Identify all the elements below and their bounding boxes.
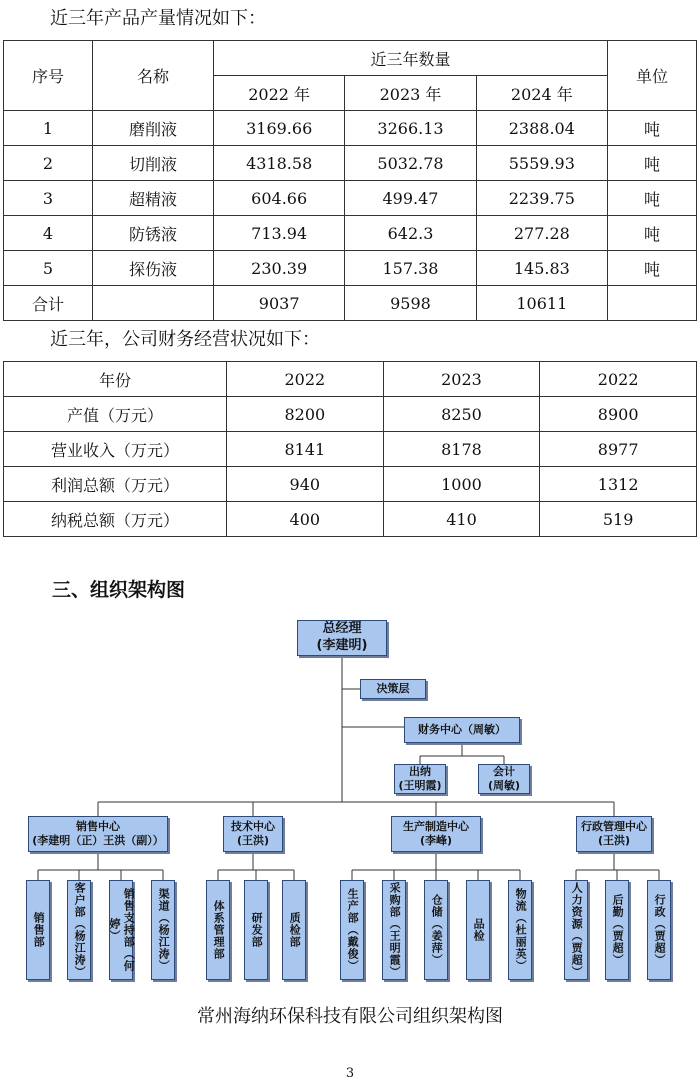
cell-name: 探伤液 (93, 251, 214, 286)
accounting-label: 会计 (周敏) (487, 764, 521, 792)
cell-unit: 吨 (608, 181, 697, 216)
dept-sales-support (108, 880, 136, 980)
intro-production: 近三年产品产量情况如下： (50, 8, 266, 29)
cell-value: 604.66 (214, 181, 345, 216)
cell-unit: 吨 (608, 146, 697, 181)
cell-unit: 吨 (608, 251, 697, 286)
org-chart-caption: 常州海纳环保科技有限公司组织架构图 (197, 1006, 503, 1027)
cell-value: 499.47 (345, 181, 476, 216)
cell-value: 8200 (227, 397, 384, 432)
cell-empty (93, 286, 214, 321)
decision-label: 决策层 (376, 681, 410, 695)
cell-value: 8141 (227, 432, 384, 467)
table-row (4, 502, 697, 537)
table-row (4, 181, 697, 216)
dept-system-mgmt (206, 880, 230, 980)
accounting-box (478, 764, 530, 794)
cell-value: 8178 (383, 432, 540, 467)
prod-center-label: 生产制造中心 (李峰) (403, 819, 469, 847)
cell-total-label: 合计 (4, 286, 93, 321)
dept-production (340, 880, 364, 980)
header-year: 2023 年 (345, 76, 476, 111)
cell-value: 1312 (540, 467, 697, 502)
cell-item: 利润总额（万元） (4, 467, 227, 502)
cell-unit: 吨 (608, 216, 697, 251)
header-year: 2022 年 (214, 76, 345, 111)
cell-value: 940 (227, 467, 384, 502)
dept-logistics-support (605, 880, 629, 980)
cell-name: 防锈液 (93, 216, 214, 251)
table-row (4, 397, 697, 432)
cell-seq: 3 (4, 181, 93, 216)
dept-label: 销售支持部（何婷） (108, 888, 136, 972)
cell-name: 切削液 (93, 146, 214, 181)
header-year: 2022 (540, 362, 697, 397)
dept-label: 人力资源（贾超） (570, 882, 584, 978)
cell-seq: 2 (4, 146, 93, 181)
dept-qc (282, 880, 306, 980)
cell-item: 纳税总额（万元） (4, 502, 227, 537)
cell-value: 2388.04 (476, 111, 607, 146)
cell-value: 2239.75 (476, 181, 607, 216)
header-unit: 单位 (608, 41, 697, 111)
cell-value: 519 (540, 502, 697, 537)
cell-value: 642.3 (345, 216, 476, 251)
dept-label: 质检部 (288, 912, 302, 948)
cell-value: 5559.93 (476, 146, 607, 181)
dept-label: 研发部 (250, 912, 264, 948)
dept-label: 体系管理部 (212, 900, 226, 960)
dept-label: 销售部 (32, 912, 46, 948)
decision-box (360, 679, 426, 699)
cell-value: 10611 (476, 286, 607, 321)
dept-purchasing (382, 880, 406, 980)
header-name: 名称 (93, 41, 214, 111)
dept-label: 仓储（姜萍） (430, 894, 444, 966)
dept-admin (647, 880, 671, 980)
table-row (4, 251, 697, 286)
gm-label: 总经理 (李建明) (316, 621, 368, 653)
cell-value: 3266.13 (345, 111, 476, 146)
dept-label: 物流（杜丽英） (514, 888, 528, 972)
dept-label: 行政（贾超） (653, 894, 667, 966)
gm-box (297, 620, 387, 656)
cell-value: 8900 (540, 397, 697, 432)
org-chart (0, 600, 700, 990)
cell-value: 9037 (214, 286, 345, 321)
cell-value: 1000 (383, 467, 540, 502)
dept-rnd (244, 880, 268, 980)
cell-value: 230.39 (214, 251, 345, 286)
prod-center-box (391, 816, 481, 852)
sales-center-label: 销售中心 (李建明（正）王洪（副）） (32, 819, 164, 847)
cell-value: 713.94 (214, 216, 345, 251)
dept-warehouse (424, 880, 448, 980)
header-seq: 序号 (4, 41, 93, 111)
total-row (4, 286, 697, 321)
cell-seq: 4 (4, 216, 93, 251)
tech-center-box (223, 816, 283, 852)
table-row (4, 467, 697, 502)
header-group: 近三年数量 (214, 41, 608, 76)
cashier-label: 出纳 (王明霞) (398, 764, 442, 792)
page-number: 3 (345, 1066, 355, 1081)
intro-finance: 近三年，公司财务经营状况如下： (50, 329, 320, 350)
header-year: 2023 (383, 362, 540, 397)
cell-seq: 5 (4, 251, 93, 286)
dept-inspection (466, 880, 490, 980)
dept-label: 品检 (472, 918, 486, 942)
dept-logistics (508, 880, 532, 980)
sales-center-box (28, 816, 168, 852)
cell-value: 277.28 (476, 216, 607, 251)
dept-sales (26, 880, 50, 980)
cell-empty (608, 286, 697, 321)
finance-center-label: 财务中心（周敏） (418, 722, 506, 736)
dept-label: 客户部（杨江涛） (73, 882, 87, 978)
cell-value: 410 (383, 502, 540, 537)
cell-value: 3169.66 (214, 111, 345, 146)
cell-value: 5032.78 (345, 146, 476, 181)
finance-table (3, 361, 697, 537)
header-year: 2022 (227, 362, 384, 397)
cashier-box (394, 764, 446, 794)
cell-name: 超精液 (93, 181, 214, 216)
dept-label: 后勤（贾超） (611, 894, 625, 966)
cell-name: 磨削液 (93, 111, 214, 146)
production-table (3, 40, 697, 321)
table-row (4, 111, 697, 146)
tech-center-label: 技术中心 (王洪) (231, 819, 275, 847)
cell-value: 400 (227, 502, 384, 537)
admin-center-label: 行政管理中心 (王洪) (581, 819, 647, 847)
cell-value: 8977 (540, 432, 697, 467)
cell-item: 产值（万元） (4, 397, 227, 432)
table-row (4, 146, 697, 181)
dept-label: 生产部（戴俊） (346, 888, 360, 972)
dept-label: 渠道（杨江涛） (157, 888, 171, 972)
cell-value: 157.38 (345, 251, 476, 286)
cell-item: 营业收入（万元） (4, 432, 227, 467)
dept-customer (67, 880, 91, 980)
section-title: 三、组织架构图 (52, 579, 186, 601)
table-row (4, 216, 697, 251)
dept-hr (564, 880, 588, 980)
admin-center-box (576, 816, 652, 852)
cell-seq: 1 (4, 111, 93, 146)
table-row (4, 432, 697, 467)
header-year: 2024 年 (476, 76, 607, 111)
header-year-label: 年份 (4, 362, 227, 397)
cell-value: 8250 (383, 397, 540, 432)
cell-unit: 吨 (608, 111, 697, 146)
finance-center-box (404, 717, 520, 743)
cell-value: 145.83 (476, 251, 607, 286)
cell-value: 9598 (345, 286, 476, 321)
dept-label: 采购部（王明霞） (388, 882, 402, 978)
dept-channel (151, 880, 175, 980)
cell-value: 4318.58 (214, 146, 345, 181)
